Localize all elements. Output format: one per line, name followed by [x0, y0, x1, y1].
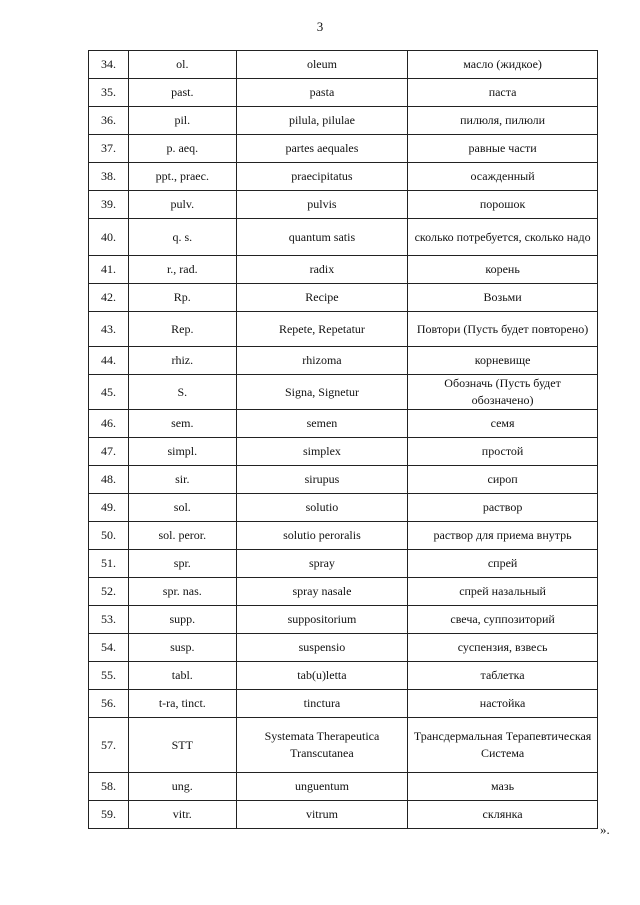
table-row — [89, 256, 598, 284]
table-row — [89, 690, 598, 718]
abbreviation-cell: sir. — [128, 466, 236, 494]
table-row — [89, 718, 598, 773]
latin-term-cell: semen — [236, 410, 407, 438]
row-number: 47. — [89, 438, 129, 466]
row-number: 51. — [89, 550, 129, 578]
row-number: 45. — [89, 375, 129, 410]
row-number: 53. — [89, 606, 129, 634]
latin-term-cell: partes aequales — [236, 135, 407, 163]
abbreviation-cell: r., rad. — [128, 256, 236, 284]
latin-term-cell: tinctura — [236, 690, 407, 718]
latin-term-cell: unguentum — [236, 773, 407, 801]
table-row — [89, 494, 598, 522]
translation-cell: равные части — [408, 135, 598, 163]
row-number: 52. — [89, 578, 129, 606]
translation-cell: семя — [408, 410, 598, 438]
row-number: 54. — [89, 634, 129, 662]
latin-term-cell: simplex — [236, 438, 407, 466]
row-number: 55. — [89, 662, 129, 690]
table-row — [89, 438, 598, 466]
row-number: 56. — [89, 690, 129, 718]
abbreviation-cell: supp. — [128, 606, 236, 634]
table-row — [89, 375, 598, 410]
table-row — [89, 107, 598, 135]
abbreviation-cell: ol. — [128, 51, 236, 79]
row-number: 57. — [89, 718, 129, 773]
row-number: 40. — [89, 219, 129, 256]
table-row — [89, 634, 598, 662]
abbreviation-cell: Rp. — [128, 284, 236, 312]
latin-term-cell: solutio peroralis — [236, 522, 407, 550]
latin-term-cell: radix — [236, 256, 407, 284]
abbreviation-cell: ppt., praec. — [128, 163, 236, 191]
row-number: 43. — [89, 312, 129, 347]
translation-cell: масло (жидкое) — [408, 51, 598, 79]
translation-cell: склянка — [408, 801, 598, 829]
latin-term-cell: tab(u)letta — [236, 662, 407, 690]
latin-term-cell: spray — [236, 550, 407, 578]
abbreviation-cell: ung. — [128, 773, 236, 801]
row-number: 58. — [89, 773, 129, 801]
translation-cell: мазь — [408, 773, 598, 801]
row-number: 35. — [89, 79, 129, 107]
translation-cell: настойка — [408, 690, 598, 718]
abbreviation-cell: sol. — [128, 494, 236, 522]
translation-cell: осажденный — [408, 163, 598, 191]
table-row — [89, 79, 598, 107]
latin-term-cell: sirupus — [236, 466, 407, 494]
latin-term-cell: suspensio — [236, 634, 407, 662]
translation-cell: Повтори (Пусть будет повторено) — [408, 312, 598, 347]
abbreviation-cell: susp. — [128, 634, 236, 662]
translation-cell: паста — [408, 79, 598, 107]
row-number: 49. — [89, 494, 129, 522]
table-row — [89, 219, 598, 256]
latin-term-cell: Recipe — [236, 284, 407, 312]
table-row — [89, 773, 598, 801]
latin-term-cell: quantum satis — [236, 219, 407, 256]
translation-cell: Обозначь (Пусть будет обозначено) — [408, 375, 598, 410]
table-row — [89, 662, 598, 690]
row-number: 34. — [89, 51, 129, 79]
translation-cell: пилюля, пилюли — [408, 107, 598, 135]
latin-term-cell: spray nasale — [236, 578, 407, 606]
latin-term-cell: oleum — [236, 51, 407, 79]
abbreviation-cell: t-ra, tinct. — [128, 690, 236, 718]
abbreviation-cell: tabl. — [128, 662, 236, 690]
translation-cell: корень — [408, 256, 598, 284]
latin-term-cell: praecipitatus — [236, 163, 407, 191]
table-body — [89, 51, 598, 829]
latin-term-cell: pulvis — [236, 191, 407, 219]
table-row — [89, 410, 598, 438]
latin-term-cell: Repete, Repetatur — [236, 312, 407, 347]
row-number: 42. — [89, 284, 129, 312]
page-number: 3 — [316, 19, 324, 34]
translation-cell: свеча, суппозиторий — [408, 606, 598, 634]
latin-term-cell: pasta — [236, 79, 407, 107]
table-row — [89, 347, 598, 375]
translation-cell: суспензия, взвесь — [408, 634, 598, 662]
latin-term-cell: suppositorium — [236, 606, 407, 634]
abbreviation-cell: spr. — [128, 550, 236, 578]
translation-cell: спрей — [408, 550, 598, 578]
row-number: 46. — [89, 410, 129, 438]
table-row — [89, 284, 598, 312]
translation-cell: сколько потребуется, сколько надо — [408, 219, 598, 256]
abbreviation-cell: pil. — [128, 107, 236, 135]
abbreviation-cell: spr. nas. — [128, 578, 236, 606]
abbreviation-cell: p. aeq. — [128, 135, 236, 163]
abbreviation-cell: past. — [128, 79, 236, 107]
row-number: 37. — [89, 135, 129, 163]
translation-cell: простой — [408, 438, 598, 466]
table-row — [89, 522, 598, 550]
abbreviation-cell: sol. peror. — [128, 522, 236, 550]
abbreviation-cell: pulv. — [128, 191, 236, 219]
row-number: 36. — [89, 107, 129, 135]
row-number: 59. — [89, 801, 129, 829]
abbreviation-cell: simpl. — [128, 438, 236, 466]
translation-cell: Возьми — [408, 284, 598, 312]
abbreviation-cell: Rep. — [128, 312, 236, 347]
translation-cell: таблетка — [408, 662, 598, 690]
latin-term-cell: pilula, pilulae — [236, 107, 407, 135]
translation-cell: корневище — [408, 347, 598, 375]
table-row — [89, 801, 598, 829]
latin-term-cell: Systemata Therapeutica Transcutanea — [236, 718, 407, 773]
table-row — [89, 51, 598, 79]
row-number: 44. — [89, 347, 129, 375]
table-row — [89, 135, 598, 163]
translation-cell: спрей назальный — [408, 578, 598, 606]
table-row — [89, 578, 598, 606]
row-number: 48. — [89, 466, 129, 494]
row-number: 38. — [89, 163, 129, 191]
abbreviation-table — [88, 50, 598, 829]
latin-term-cell: vitrum — [236, 801, 407, 829]
abbreviation-cell: STT — [128, 718, 236, 773]
table-row — [89, 466, 598, 494]
abbreviation-cell: sem. — [128, 410, 236, 438]
table-row — [89, 312, 598, 347]
row-number: 41. — [89, 256, 129, 284]
row-number: 39. — [89, 191, 129, 219]
latin-term-cell: Signa, Signetur — [236, 375, 407, 410]
abbreviation-cell: vitr. — [128, 801, 236, 829]
latin-term-cell: rhizoma — [236, 347, 407, 375]
translation-cell: раствор — [408, 494, 598, 522]
table-row — [89, 550, 598, 578]
row-number: 50. — [89, 522, 129, 550]
abbreviation-cell: S. — [128, 375, 236, 410]
translation-cell: сироп — [408, 466, 598, 494]
table-row — [89, 163, 598, 191]
closing-quote-mark: ». — [600, 822, 610, 837]
translation-cell: Трансдермальная Терапевтическая Система — [408, 718, 598, 773]
translation-cell: порошок — [408, 191, 598, 219]
translation-cell: раствор для приема внутрь — [408, 522, 598, 550]
abbreviation-cell: rhiz. — [128, 347, 236, 375]
table-row — [89, 606, 598, 634]
latin-term-cell: solutio — [236, 494, 407, 522]
table-row — [89, 191, 598, 219]
abbreviation-cell: q. s. — [128, 219, 236, 256]
